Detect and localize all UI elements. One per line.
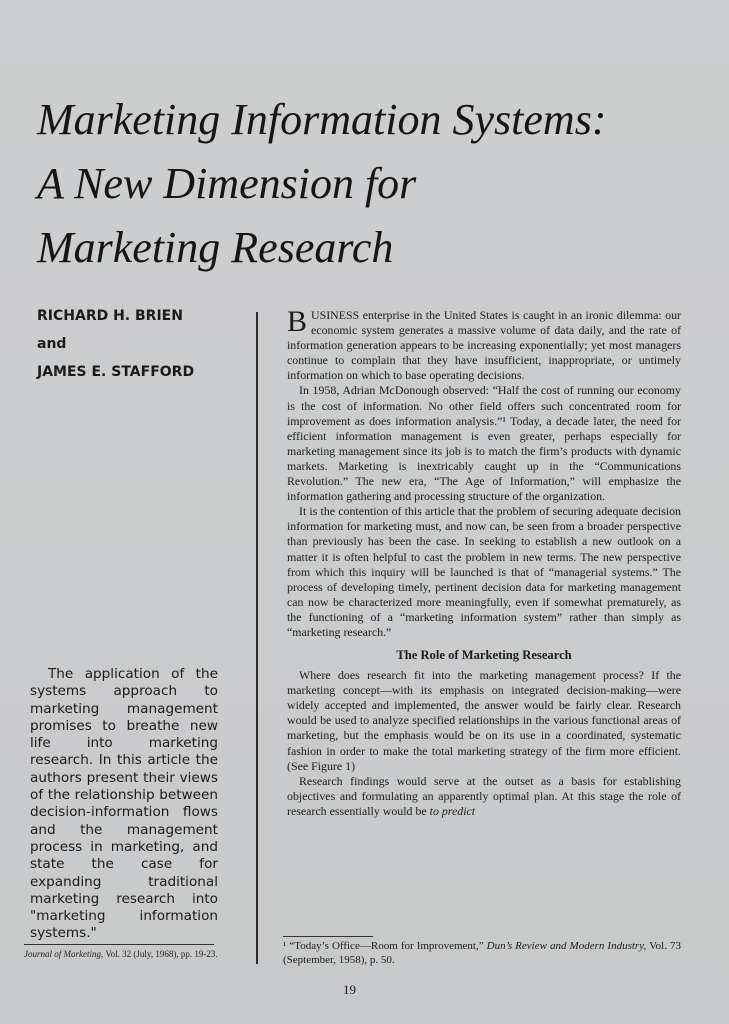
- page-number: 19: [343, 982, 356, 997]
- body-paragraph: Where does research fit into the marketing management process? If the marketing concept—with its emphasis on integrated decision-making—were widely accepted and implemented, the answer would be fairly clear. Research would be used to analyze specified relationships in the various functional areas of marketing, but the emphasis would be on its use in a coordinated, systematic fashion in order to make the total marketing strategy of the firm more efficient. (See Figure 1): [287, 668, 681, 773]
- paragraph-text: USINESS enterprise in the United States is caught in an ironic dilemma: our economic system generates a massive volume of data daily, and the rate of information generation appears to be increasing exponentially; yet most managers continue to complain that they have insufficient, inappropriate, or untimely information on which to base operating decisions.: [287, 308, 681, 383]
- footnote: [283, 939, 681, 967]
- title-line-1: Marketing Information Systems:: [37, 95, 607, 144]
- citation-rule: [24, 944, 214, 945]
- body-paragraph: [287, 305, 681, 383]
- author-name: RICHARD H. BRIEN: [37, 308, 183, 324]
- body-paragraph: In 1958, Adrian McDonough observed: “Half the cost of running our economy is the cost of information. No other field offers such concentrated room for improvement as does information analysis.”¹ Today, a decade later, the need for efficient information management is even greater, perhaps especially for marketing management since its job is to match the firm’s products with dynamic markets. Marketing is inextricably caught up in the “Communications Revolution.” The new era, “The Age of Information,” will emphasize the information gathering and processing structure of the organization.: [287, 383, 681, 504]
- footnote-source: Dun’s Review and Modern Industry,: [486, 940, 647, 952]
- footnote-text: “Today’s Office—Room for Improvement,”: [286, 940, 487, 952]
- column-divider: [256, 312, 258, 964]
- footnote-marker: ¹: [283, 940, 287, 952]
- footnote-text: Vol. 73 (September, 1958), p. 50.: [283, 940, 681, 966]
- author-block: [37, 302, 247, 386]
- drop-cap: B: [287, 305, 308, 338]
- citation-details: Vol. 32 (July, 1968), pp. 19-23.: [103, 949, 218, 959]
- paragraph-italic-text: to predict: [429, 803, 476, 818]
- article-title: [37, 88, 687, 280]
- journal-citation: [24, 949, 220, 960]
- journal-name: Journal of Marketing,: [24, 949, 104, 959]
- body-paragraph: [287, 774, 681, 819]
- footnote-rule: [283, 936, 373, 937]
- author-name: JAMES E. STAFFORD: [37, 364, 195, 380]
- title-line-3: Marketing Research: [37, 223, 394, 272]
- article-abstract: The application of the systems approach to marketing management promises to breathe new life into marketing research. In this article the authors present their views of the relationship between decision-information flows and the management process in marketing, and state the case for expanding traditional marketing research into "marketing information systems.": [30, 666, 218, 942]
- section-heading: The Role of Marketing Research: [396, 648, 572, 663]
- paragraph-text: Research findings would serve at the outset as a basis for establishing objectives and formulating an apparently optimal plan. At this stage the role of research essentially would be: [287, 773, 681, 818]
- body-paragraph: It is the contention of this article that the problem of securing adequate decision information for marketing must, and now can, be seen from a broader perspective than previously has been the case. In seeking to establish a new outlook on a matter it is often helpful to cast the problem in new terms. The new perspective from which this inquiry will be launched is that of “managerial systems.” The process of developing timely, pertinent decision data for marketing management can now be characterized more meaningfully, even if somewhat prematurely, as the functioning of a “marketing information system” rather than simply as “marketing research.”: [287, 504, 681, 639]
- title-line-2: A New Dimension for: [37, 159, 417, 208]
- article-body: [287, 305, 681, 819]
- author-conjunction: and: [37, 336, 67, 352]
